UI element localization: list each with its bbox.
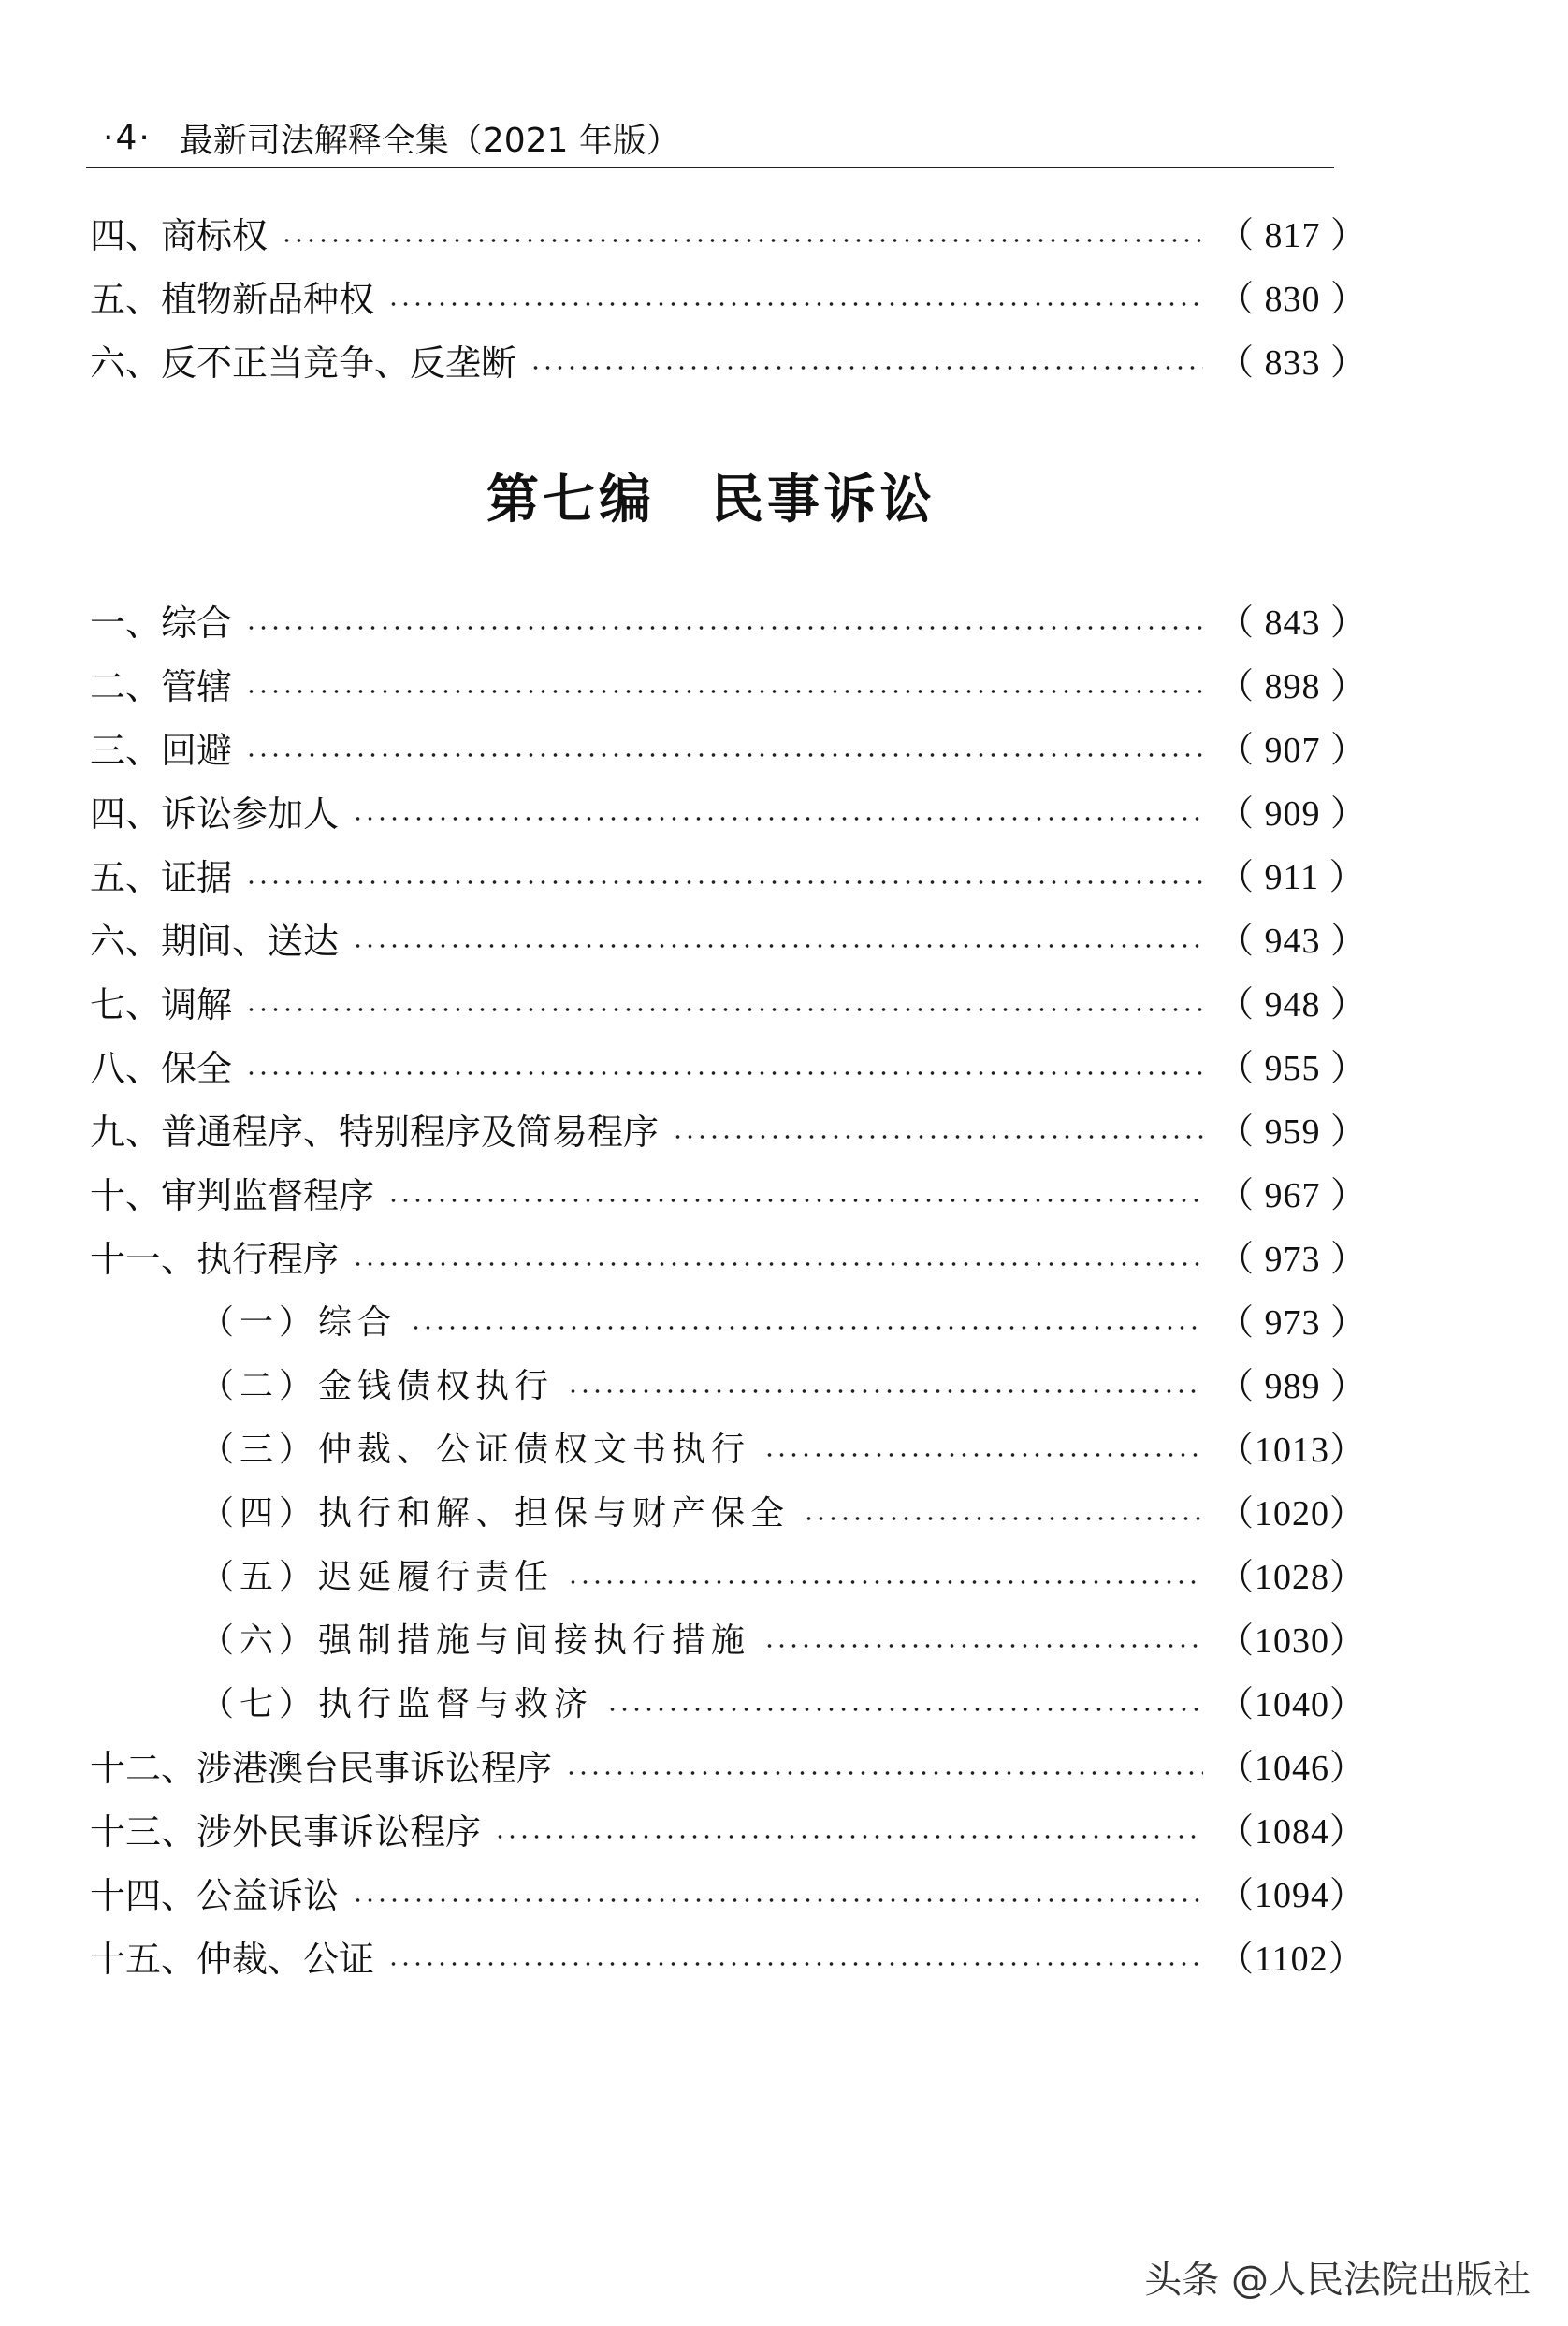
toc-entry-label: 三、回避 xyxy=(90,730,233,771)
book-title: 最新司法解释全集（2021 年版） xyxy=(179,121,680,160)
dot-leader xyxy=(387,1961,1203,1967)
dot-leader xyxy=(387,301,1203,307)
toc-entry-page: （ 911 ） xyxy=(1218,858,1366,897)
dot-leader xyxy=(410,1325,1203,1330)
toc-entry-label: 六、反不正当竞争、反垄断 xyxy=(90,342,517,384)
toc-row xyxy=(90,1800,1367,1864)
toc-entry-page: （1094） xyxy=(1218,1876,1367,1915)
toc-previous-section xyxy=(90,204,1368,395)
dot-leader xyxy=(245,625,1203,631)
toc-row xyxy=(90,331,1368,395)
dot-leader xyxy=(352,1261,1203,1267)
toc-entry-label: 一、综合 xyxy=(90,603,233,644)
toc-entry-label: 四、商标权 xyxy=(90,215,269,256)
toc-entry-page: （1013） xyxy=(1218,1431,1367,1470)
dot-leader xyxy=(494,1834,1203,1839)
toc-entry-page: （ 830 ） xyxy=(1218,280,1368,319)
dot-leader xyxy=(803,1516,1203,1521)
watermark: 头条 @人民法院出版社 xyxy=(1144,2259,1531,2302)
toc-entry-label: 五、植物新品种权 xyxy=(90,279,375,320)
toc-row xyxy=(90,1737,1367,1800)
toc-entry-page: （ 943 ） xyxy=(1218,922,1368,961)
toc-entry-label: 十、审判监督程序 xyxy=(90,1175,375,1216)
header-divider xyxy=(86,167,1334,168)
toc-entry-page: （1020） xyxy=(1218,1494,1367,1534)
page-number: ·4· xyxy=(103,118,152,157)
toc-entry-page: （ 973 ） xyxy=(1218,1240,1368,1279)
toc-row xyxy=(90,204,1368,268)
toc-entry-label: （四）执行和解、担保与财产保全 xyxy=(200,1494,791,1533)
toc-subrow xyxy=(90,1355,1368,1418)
toc-entry-label: （三）仲裁、公证债权文书执行 xyxy=(200,1431,751,1469)
toc-row xyxy=(90,1927,1365,1991)
toc-entry-label: 十二、涉港澳台民事诉讼程序 xyxy=(90,1748,553,1789)
toc-entry-page: （ 817 ） xyxy=(1218,216,1368,255)
dot-leader xyxy=(565,1770,1203,1776)
dot-leader xyxy=(763,1452,1203,1458)
toc-entry-label: 五、证据 xyxy=(90,857,233,898)
toc-entry-label: 十四、公益诉讼 xyxy=(90,1875,340,1916)
toc-entry-page: （1030） xyxy=(1218,1621,1367,1661)
toc-entry-label: （一）综合 xyxy=(200,1303,398,1342)
toc-entry-label: 七、调解 xyxy=(90,984,233,1025)
toc-subrow xyxy=(90,1418,1367,1482)
toc-entry-page: （ 833 ） xyxy=(1218,343,1368,383)
toc-entry-page: （ 909 ） xyxy=(1218,794,1368,834)
section-number: 第七编 xyxy=(486,470,655,531)
toc-entry-label: 六、期间、送达 xyxy=(90,921,340,962)
toc-row xyxy=(90,782,1368,846)
toc-entry-page: （ 907 ） xyxy=(1218,731,1368,770)
dot-leader xyxy=(672,1134,1203,1140)
toc-entry-label: 十五、仲裁、公证 xyxy=(90,1939,375,1980)
toc-entry-page: （ 843 ） xyxy=(1218,603,1368,643)
toc-row xyxy=(90,1864,1367,1927)
dot-leader xyxy=(567,1388,1203,1394)
dot-leader xyxy=(245,1007,1203,1012)
toc-entry-page: （1046） xyxy=(1218,1749,1367,1788)
toc-row xyxy=(90,268,1368,331)
dot-leader xyxy=(245,1070,1203,1076)
toc-row xyxy=(90,1228,1368,1291)
dot-leader xyxy=(387,1198,1203,1203)
dot-leader xyxy=(530,365,1203,371)
toc-row xyxy=(90,909,1368,973)
dot-leader xyxy=(352,816,1203,821)
page-header xyxy=(103,105,1338,170)
toc-entry-label: 十一、执行程序 xyxy=(90,1239,340,1280)
toc-row xyxy=(90,1037,1368,1100)
dot-leader xyxy=(245,689,1203,694)
toc-entry-label: 八、保全 xyxy=(90,1048,233,1089)
toc-entry-label: （七）执行监督与救济 xyxy=(200,1685,594,1723)
toc-entry-page: （ 973 ） xyxy=(1218,1303,1368,1343)
toc-subrow xyxy=(90,1673,1367,1737)
toc-entry-page: （ 948 ） xyxy=(1218,985,1368,1025)
dot-leader xyxy=(567,1579,1203,1585)
toc-subrow xyxy=(90,1291,1368,1355)
toc-entry-page: （1084） xyxy=(1218,1812,1367,1852)
section-heading xyxy=(0,458,1422,533)
toc-entry-label: 二、管辖 xyxy=(90,666,233,707)
toc-entry-page: （1102） xyxy=(1218,1940,1365,1979)
toc-entry-page: （1040） xyxy=(1218,1685,1367,1724)
toc-entry-label: （五）迟延履行责任 xyxy=(200,1558,555,1596)
dot-leader xyxy=(245,752,1203,758)
toc-entry-label: 九、普通程序、特别程序及简易程序 xyxy=(90,1112,660,1153)
dot-leader xyxy=(606,1707,1203,1712)
toc-entry-page: （1028） xyxy=(1218,1558,1367,1597)
toc-entry-label: （二）金钱债权执行 xyxy=(200,1367,555,1405)
toc-row xyxy=(90,1100,1368,1164)
toc-subrow xyxy=(90,1546,1367,1609)
toc-entry-page: （ 955 ） xyxy=(1218,1049,1368,1088)
toc-entry-label: 四、诉讼参加人 xyxy=(90,793,340,835)
section-name: 民事诉讼 xyxy=(711,470,936,531)
toc-row xyxy=(90,719,1368,782)
toc-entry-page: （ 989 ） xyxy=(1218,1367,1368,1406)
toc-row xyxy=(90,655,1368,719)
toc-row xyxy=(90,591,1368,655)
toc-entry-label: 十三、涉外民事诉讼程序 xyxy=(90,1811,482,1853)
toc-subrow xyxy=(90,1482,1367,1546)
dot-leader xyxy=(281,238,1203,243)
toc-entry-page: （ 967 ） xyxy=(1218,1176,1368,1215)
dot-leader xyxy=(763,1643,1203,1649)
toc-entry-page: （ 898 ） xyxy=(1218,667,1368,706)
toc-main-section xyxy=(90,591,1368,1991)
toc-row xyxy=(90,973,1368,1037)
dot-leader xyxy=(352,1897,1203,1903)
toc-entry-page: （ 959 ） xyxy=(1218,1112,1368,1152)
toc-row xyxy=(90,1164,1368,1228)
toc-row xyxy=(90,846,1366,909)
toc-subrow xyxy=(90,1609,1367,1673)
dot-leader xyxy=(352,943,1203,949)
dot-leader xyxy=(245,880,1203,885)
toc-entry-label: （六）强制措施与间接执行措施 xyxy=(200,1621,751,1660)
